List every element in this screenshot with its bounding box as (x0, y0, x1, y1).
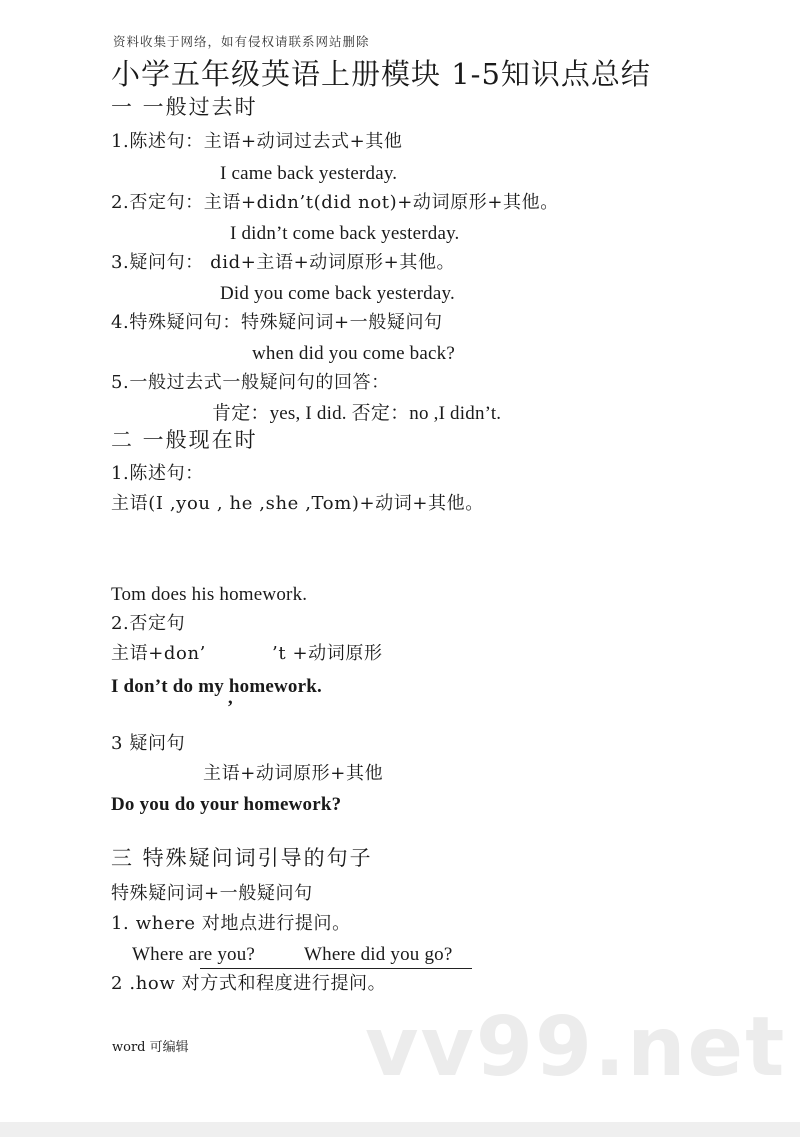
s1-item4-example: when did you come back? (252, 343, 455, 364)
example-underline (200, 968, 472, 969)
s2-item3-label: 3 疑问句 (111, 733, 186, 754)
watermark: vv99.net (365, 1000, 787, 1095)
s1-item2-example: I didn’t come back yesterday. (230, 223, 460, 244)
s2-item1-example: Tom does his homework. (111, 584, 308, 605)
page-footer: word 可编辑 (112, 1040, 189, 1055)
s1-item1-example: I came back yesterday. (220, 163, 398, 184)
section-2-heading: 二 一般现在时 (111, 428, 258, 452)
s2-item1-formula: 主语(I ,you , he ,she ,Tom)+动词+其他。 (111, 493, 484, 514)
s1-item3-example: Did you come back yesterday. (220, 283, 455, 304)
s1-item4-label: 4.特殊疑问句：特殊疑问词+一般疑问句 (111, 312, 443, 333)
s2-item3-example: Do you do your homework? (111, 794, 342, 815)
s3-item2-label: 2 .how 对方式和程度进行提问。 (111, 973, 387, 994)
s2-item2-label: 2.否定句 (111, 613, 186, 634)
s1-item5-example: 肯定：yes, I did. 否定：no ,I didn’t. (212, 403, 502, 424)
section-1-heading: 一 一般过去时 (111, 95, 258, 119)
source-note: 资料收集于网络，如有侵权请联系网站删除 (113, 34, 370, 49)
s2-item2-formula-part-b: ’t +动词原形 (272, 643, 383, 664)
s2-item3-formula: 主语+动词原形+其他 (203, 763, 384, 784)
s2-item2-example: I don’t do my homework. (111, 676, 322, 697)
stray-apostrophe: ’ (227, 697, 234, 718)
s2-item1-label: 1.陈述句： (111, 463, 204, 484)
s1-item1-label: 1.陈述句：主语+动词过去式+其他 (111, 131, 403, 152)
s3-item1-label: 1. where 对地点进行提问。 (111, 913, 351, 934)
page-bottom-edge (0, 1122, 800, 1137)
section-3-heading: 三 特殊疑问词引导的句子 (111, 846, 373, 870)
s3-formula: 特殊疑问词+一般疑问句 (111, 883, 313, 904)
s1-item5-label: 5.一般过去式一般疑问句的回答： (111, 372, 390, 393)
s1-item2-label: 2.否定句：主语+didn’t(did not)+动词原形+其他。 (111, 192, 559, 213)
s1-item3-label: 3.疑问句： did+主语+动词原形+其他。 (111, 252, 456, 273)
s3-item1-example-b: Where did you go? (304, 944, 453, 965)
s3-item1-example-a: Where are you? (132, 944, 256, 965)
s2-item2-formula-part-a: 主语+don’ (111, 643, 206, 664)
page-title: 小学五年级英语上册模块 1-5知识点总结 (111, 57, 651, 91)
